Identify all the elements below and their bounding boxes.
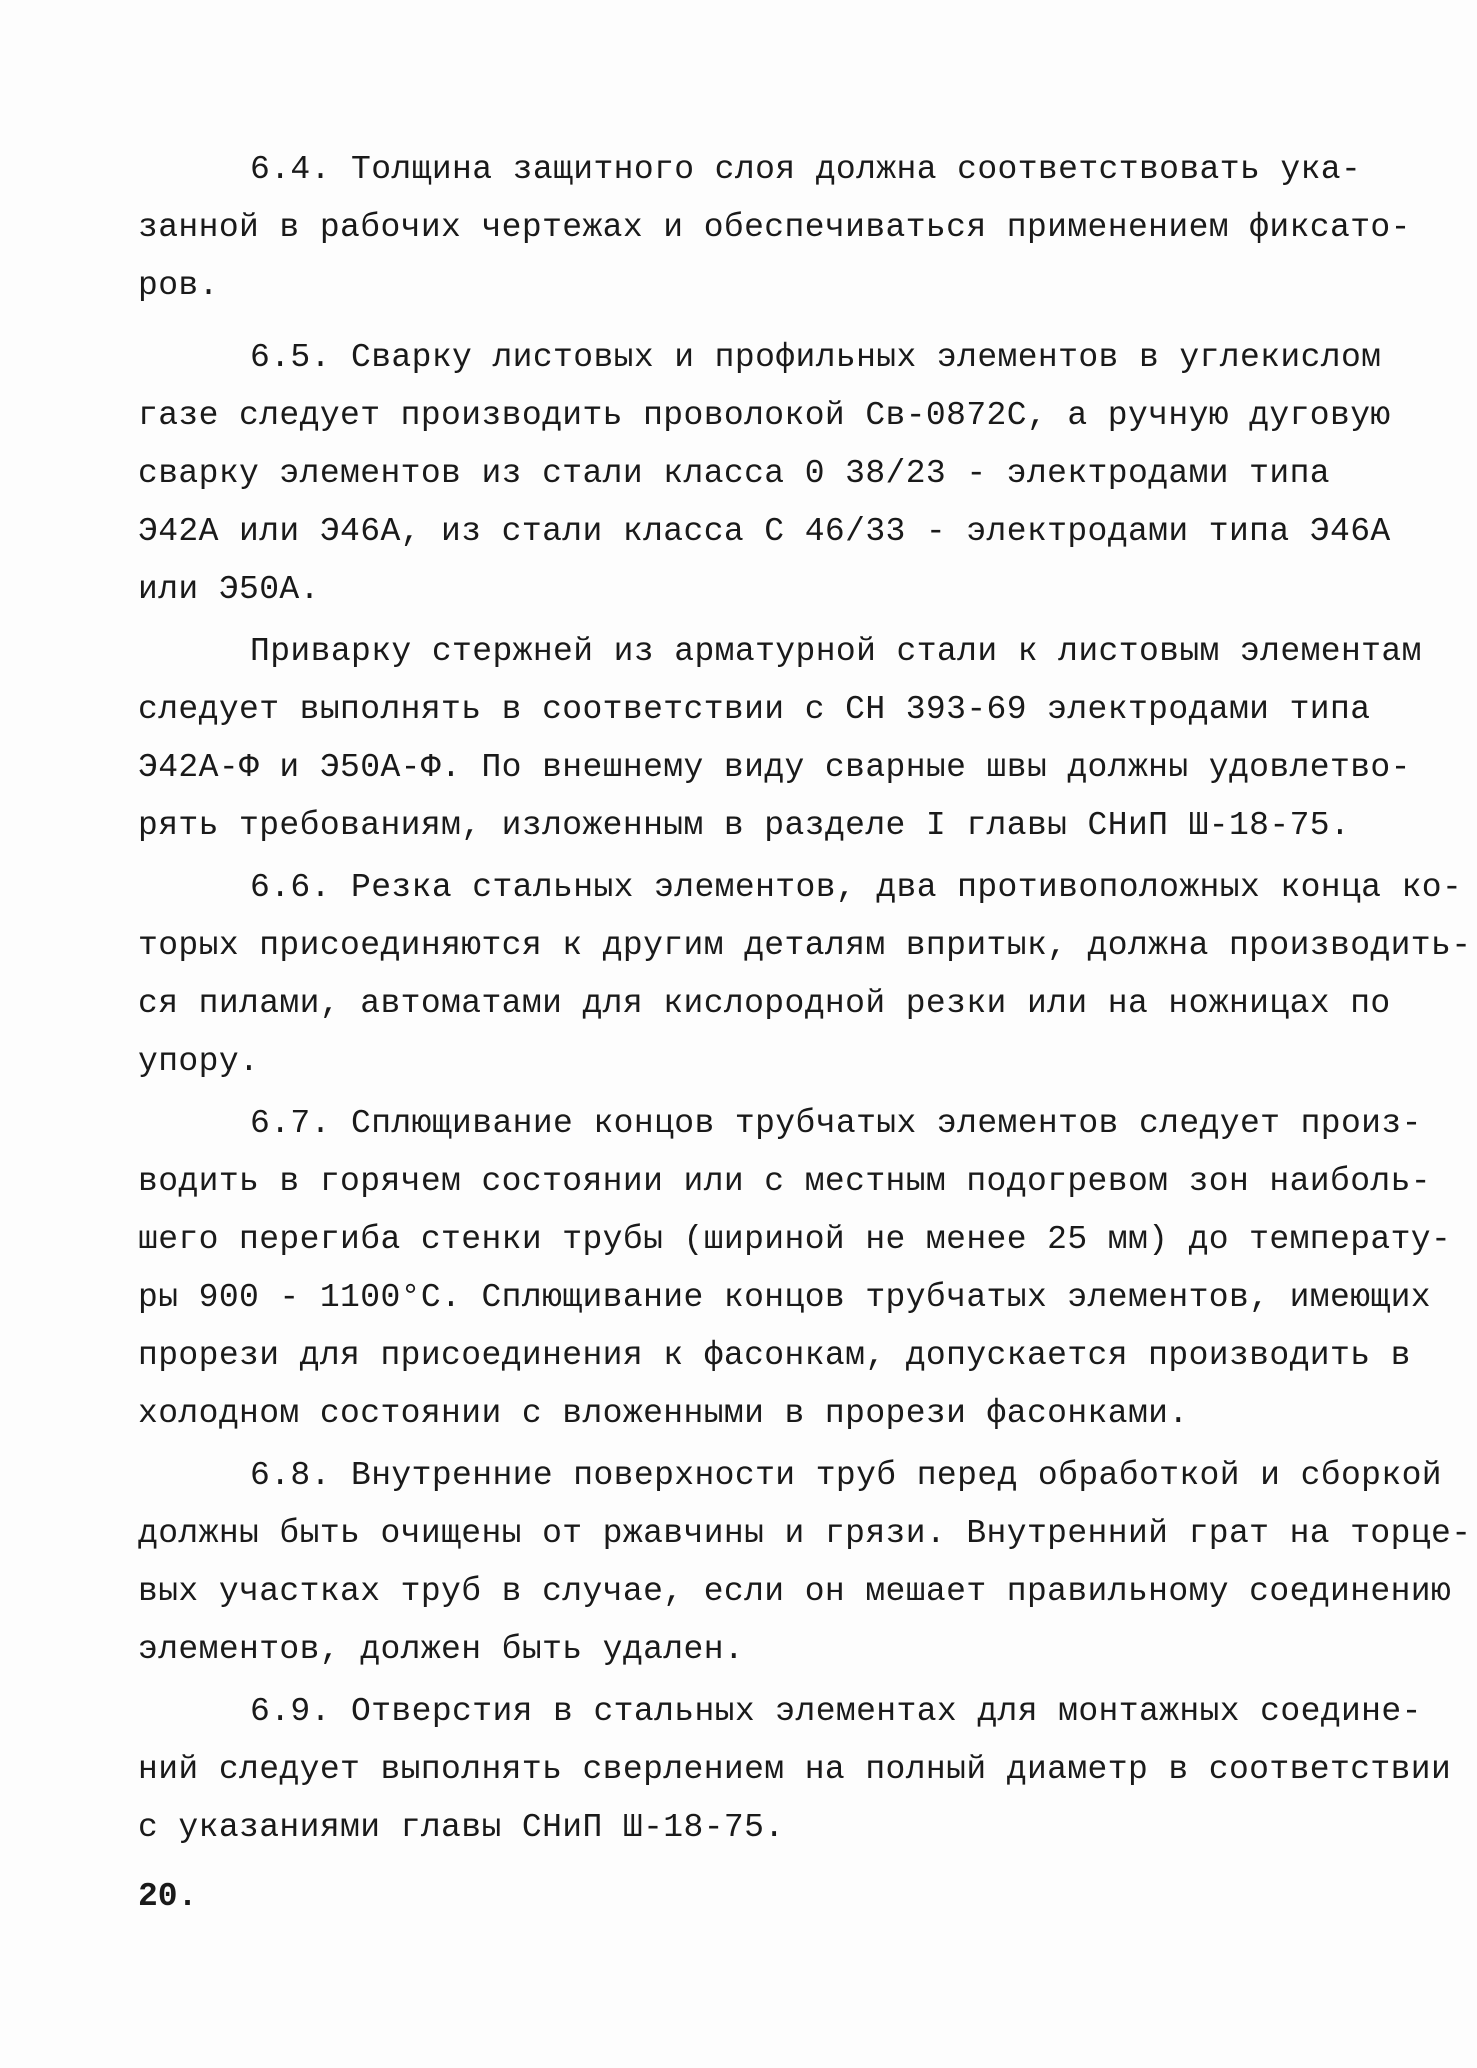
text-line: холодном состоянии с вложенными в прорези фасонками. bbox=[138, 1395, 1189, 1432]
text-line: упору. bbox=[138, 1043, 260, 1080]
text-line: рять требованиям, изложенным в разделе I главы СНиП Ш-18-75. bbox=[138, 807, 1351, 844]
text-line: 6.7. Сплющивание концов трубчатых элементов следует произ- bbox=[250, 1105, 1422, 1142]
text-line: Приварку стержней из арматурной стали к листовым элементам bbox=[250, 633, 1422, 670]
text-line: с указаниями главы СНиП Ш-18-75. bbox=[138, 1809, 785, 1846]
text-line: ров. bbox=[138, 267, 219, 304]
text-line: 6.8. Внутренние поверхности труб перед обработкой и сборкой bbox=[250, 1457, 1442, 1494]
text-line: 6.9. Отверстия в стальных элементах для монтажных соедине- bbox=[250, 1693, 1422, 1730]
text-line: водить в горячем состоянии или с местным подогревом зон наиболь- bbox=[138, 1163, 1432, 1200]
text-line: Э42А или Э46А, из стали класса С 46/33 - электродами типа Э46А bbox=[138, 513, 1391, 550]
text-line: Э42А-Ф и Э50А-Ф. По внешнему виду сварные швы должны удовлетво- bbox=[138, 749, 1411, 786]
text-line: шего перегиба стенки трубы (шириной не менее 25 мм) до температу- bbox=[138, 1221, 1452, 1258]
text-line: прорези для присоединения к фасонкам, допускается производить в bbox=[138, 1337, 1411, 1374]
text-line: ры 900 - 1100°С. Сплющивание концов трубчатых элементов, имеющих bbox=[138, 1279, 1432, 1316]
text-line: или Э50А. bbox=[138, 571, 320, 608]
text-line: ний следует выполнять сверлением на полный диаметр в соответствии bbox=[138, 1751, 1452, 1788]
text-line: ся пилами, автоматами для кислородной резки или на ножницах по bbox=[138, 985, 1391, 1022]
text-line: сварку элементов из стали класса 0 38/23 - электродами типа bbox=[138, 455, 1330, 492]
text-line: торых присоединяются к другим деталям впритык, должна производить- bbox=[138, 927, 1472, 964]
text-line: должны быть очищены от ржавчины и грязи. Внутренний грат на торце- bbox=[138, 1515, 1472, 1552]
text-line: следует выполнять в соответствии с СН 393-69 электродами типа bbox=[138, 691, 1371, 728]
text-line: занной в рабочих чертежах и обеспечиваться применением фиксато- bbox=[138, 209, 1411, 246]
text-line: элементов, должен быть удален. bbox=[138, 1631, 745, 1668]
text-line: газе следует производить проволокой Св-0872С, а ручную дуговую bbox=[138, 397, 1391, 434]
text-line: вых участках труб в случае, если он мешает правильному соединению bbox=[138, 1573, 1452, 1610]
text-line: 6.5. Сварку листовых и профильных элементов в углекислом bbox=[250, 339, 1382, 376]
page-number: 20. bbox=[138, 1878, 198, 1915]
text-line: 6.4. Толщина защитного слоя должна соответствовать ука- bbox=[250, 151, 1362, 188]
text-line: 6.6. Резка стальных элементов, два противоположных конца ко- bbox=[250, 869, 1463, 906]
